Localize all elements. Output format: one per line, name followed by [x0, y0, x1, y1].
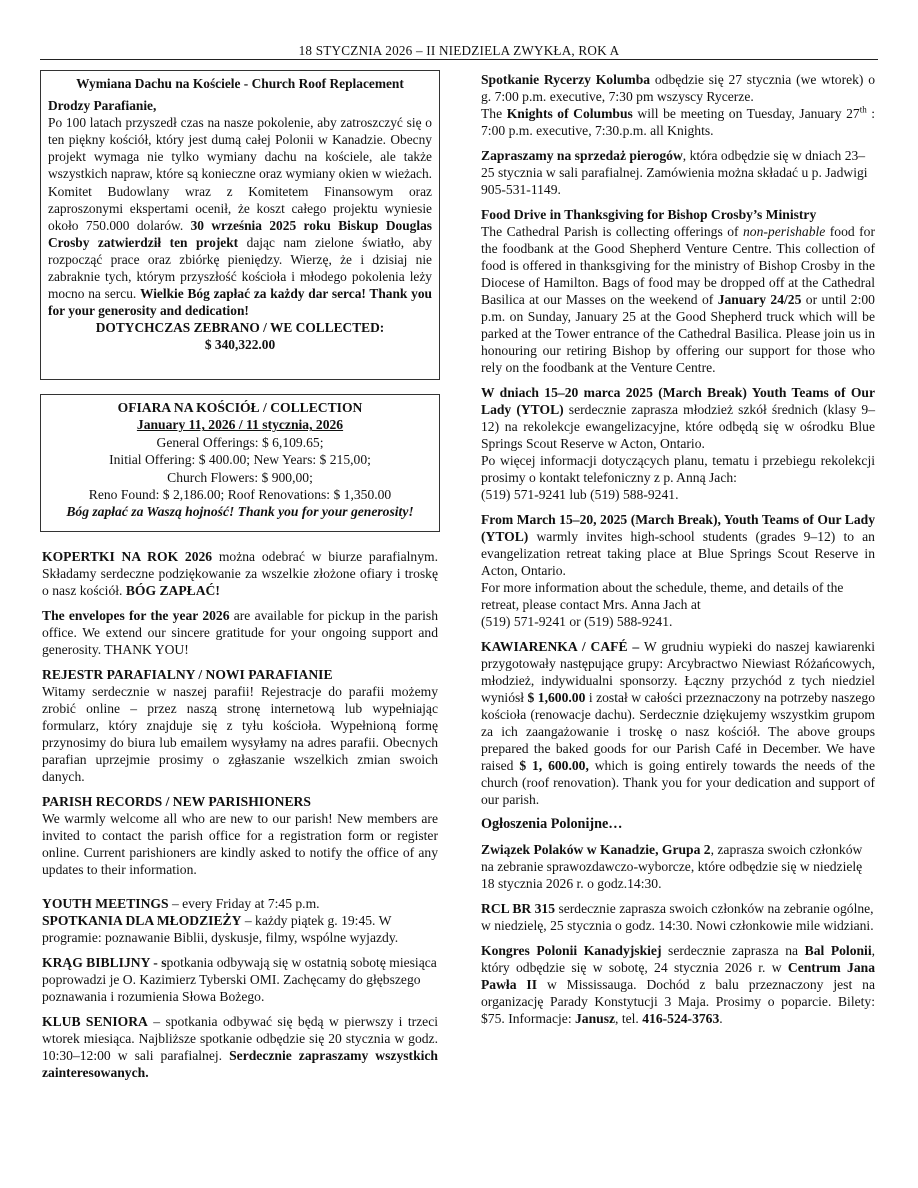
collection-title: OFIARA NA KOŚCIÓŁ / COLLECTION [117, 400, 363, 415]
ytol-en-more: For more information about the schedule, theme, and details of the retreat, please contact Mrs. Anna Jach at [481, 580, 844, 612]
roof-greeting: Drodzy Parafianie, [48, 98, 157, 114]
food-drive-body: The Cathedral Parish is collecting offerings of non-perishable food for the foodbank at the Good Shepherd Venture Centre. This collection of food is offered in thanksgiving for the ministry of Bishop Crosby in the Diocese of Hamilton. Bags of food may be dropped off at the Cathedral Basilica at our Masses on the weekend of January 24/25 or until 2:00 p.m. on Sunday, January 25 at the Good Shepherd truck which will be parked at the Tower entrance of the Cathedral Basilica. Please join us in honouring our retiring Bishop by offering our support for those who rely on the foodbank at the Venture Centre. [481, 224, 876, 375]
ytol-pl-more: Po więcej informacji dotyczących planu, tematu i przebiegu rekolekcji prosimy o kontakt telefoniczny z p. Anną Jach: [481, 453, 875, 485]
spotkania-mlodziezy: SPOTKANIA DLA MŁODZIEŻY – każdy piątek g. 19:45. W programie: poznawanie Biblii, dyskusje, filmy, wspólne wyjazdy. [42, 913, 399, 945]
ytol-en-phone: (519) 571-9241 or (519) 588-9241. [481, 614, 673, 629]
knights-pl: Spotkanie Rycerzy Kolumba odbędzie się 27 stycznia (we wtorek) o g. 7:00 p.m. executive, 7:30 pm wszyscy Rycerze. [481, 72, 875, 104]
krag-biblijny: KRĄG BIBLIJNY - spotkania odbywają się w ostatnią sobotę miesiąca poprowadzi je O. Kazimierz Tyberski OMI. Zachęcamy do głębszego poznawania i rozumienia Słowa Bożego. [42, 955, 437, 1004]
collection-line-2: Initial Offering: $ 400.00; New Years: $ 215,00; [109, 452, 371, 468]
kongres-notice: Kongres Polonii Kanadyjskiej serdecznie zaprasza na Bal Polonii, który odbędzie się w sobotę, 24 stycznia 2026 r. w Centrum Jana Pawła II w Mississauga. Dochód z balu przeznaczony jest na organizację Parady Konstytucji 3 Maja. Prosimy o poparcie. Bilety: $75. Informacje: Janusz, tel. 416-524-3763. [481, 943, 876, 1026]
rejestr-title: REJESTR PARAFIALNY / NOWI PARAFIANIE [42, 667, 333, 682]
pierogi-sale: Zapraszamy na sprzedaż pierogów, która odbędzie się w dniach 23–25 stycznia w sali parafialnej. Zamówienia można składać u p. Jadwigi 905-531-1149. [481, 148, 868, 197]
youth-meetings: YOUTH MEETINGS – every Friday at 7:45 p.m. [42, 896, 320, 911]
kopertki-notice: KOPERTKI NA ROK 2026 można odebrać w biurze parafialnym. Składamy serdeczne podziękowanie za wszelkie złożone ofiary i troskę o nasz kościół. BÓG ZAPŁAĆ! [42, 549, 438, 598]
ytol-pl-phone: (519) 571-9241 lub (519) 588-9241. [481, 487, 679, 502]
collection-line-1: General Offerings: $ 6,109.65; [156, 434, 324, 450]
left-column [42, 548, 438, 1081]
roof-title: Wymiana Dachu na Kościele - Church Roof Replacement [76, 76, 404, 91]
roof-replacement-box [40, 70, 440, 380]
header-rule [40, 59, 878, 60]
cafe-notice: KAWIARENKA / CAFÉ – W grudniu wypieki do naszej kawiarenki przygotowały następujące grupy: Arcybractwo Niewiast Różańcowych, młodzież, indywidualni sponsorzy. Łączny przychód z tych niedziel wyniósł $ 1,600.00 i został w całości przeznaczony na potrzeby naszego kościoła (renowacje dachu). Serdecznie dziękujemy wszystkim grupom za ich zaangażowanie i troskę o nasz kościół. The above groups prepared the baked goods for our Parish Café in December. We have raised $ 1, 600.00, which is going entirely towards the needs of the church (roof renovation). Thank you for your dedication and support of our parish. [481, 639, 875, 807]
collection-line-3: Church Flowers: $ 900,00; [167, 469, 313, 485]
right-column [481, 71, 875, 1027]
polonia-title: Ogłoszenia Polonijne… [481, 816, 623, 832]
records-title: PARISH RECORDS / NEW PARISHIONERS [42, 794, 311, 809]
roof-body: Po 100 latach przyszedł czas na nasze pokolenie, aby zatroszczyć się o ten piękny kościół, który jest dumą całej Polonii w Kanadzie. Obecny projekt wymaga nie tylko wymiany dachu na kościele, ale także wszystkich napraw, które są konieczne oraz wymiany okien w wieżach. Komitet Budowlany wraz z Komitetem Finansowym oraz zaproszonymi ekspertami ocenił, że koszt całego projektu wyniesie około 750.000 dolarów. 30 września 2025 roku Biskup Douglas Crosby zatwierdził ten projekt dając nam zielone światło, aby rozpocząć prace oraz zbiórkę pieniędzy. Wierzę, że i dzisiaj nie zabraknie tych, którym przyszłość kościoła i młodego pokolenia leży mocno na sercu. Wielkie Bóg zapłać za każdy dar serca! Thank you for your generosity and dedication! [48, 115, 432, 319]
rejestr-body: Witamy serdecznie w naszej parafii! Rejestracje do parafii możemy zrobić online – przez naszą stronę internetową lub wypełniając formularz, który znajduje się z tyłu kościoła. Wypełnioną formę przynosimy do biura lub emailem wysyłamy na adres parafii. Obecnych parafian uprzejmie prosimy o zgłaszanie wszelkich zmian swoich danych. [42, 684, 438, 784]
collection-date: January 11, 2026 / 11 stycznia, 2026 [136, 417, 344, 433]
roof-collected-amount: $ 340,322.00 [204, 337, 276, 353]
ytol-pl: W dniach 15–20 marca 2025 (March Break) Youth Teams of Our Lady (YTOL) serdecznie zaprasza młodzież szkół średnich (klasy 9–12) na rekolekcje ewangelizacyjne, które odbędą się w ośrodku Blue Springs Scout Reserve w Acton, Ontario. [481, 385, 875, 451]
collection-line-4: Reno Found: $ 2,186.00; Roof Renovations: $ 1,350.00 [88, 487, 392, 503]
knights-en: The Knights of Columbus will be meeting on Tuesday, January 27th : 7:00 p.m. executive, 7:30.p.m. all Knights. [481, 104, 876, 138]
collection-thanks: Bóg zapłać za Waszą hojność! Thank you for your generosity! [66, 504, 414, 520]
zwiazek-notice: Związek Polaków w Kanadzie, Grupa 2, zaprasza swoich członków na zebranie sprawozdawczo-wyborcze, które odbędzie się w niedzielę 18 stycznia 2026 r. o godz.14:30. [481, 842, 863, 891]
food-drive-title: Food Drive in Thanksgiving for Bishop Crosby’s Ministry [481, 207, 817, 222]
envelopes-notice: The envelopes for the year 2026 are available for pickup in the parish office. We extend our sincere gratitude for your ongoing support and generosity. THANK YOU! [42, 608, 439, 657]
collection-box [40, 394, 440, 532]
records-body: We warmly welcome all who are new to our parish! New members are invited to contact the parish office for a registration form or register online. Current parishioners are kindly asked to notify the office of any updates to their information. [42, 811, 438, 877]
page-header: 18 STYCZNIA 2026 – II NIEDZIELA ZWYKŁA, ROK A [298, 43, 620, 58]
rcl-notice: RCL BR 315 serdecznie zaprasza swoich członków na zebranie ogólne, w niedzielę, 25 stycznia o godz. 14:30. Nowi członkowie mile widziani. [481, 901, 874, 933]
roof-collected-label: DOTYCHCZAS ZEBRANO / WE COLLECTED: [95, 320, 385, 336]
ytol-en: From March 15–20, 2025 (March Break), Youth Teams of Our Lady (YTOL) warmly invites high-school students (grades 9–12) to an evangelization retreat taking place at Blue Springs Scout Reserve in Acton, Ontario. [481, 512, 875, 578]
klub-seniora: KLUB SENIORA – spotkania odbywać się będą w pierwszy i trzeci wtorek miesiąca. Najbliższe spotkanie odbędzie się 20 stycznia w godz. 10:30–12:00 w sali parafialnej. Serdecznie zapraszamy wszystkich zainteresowanych. [42, 1014, 439, 1080]
